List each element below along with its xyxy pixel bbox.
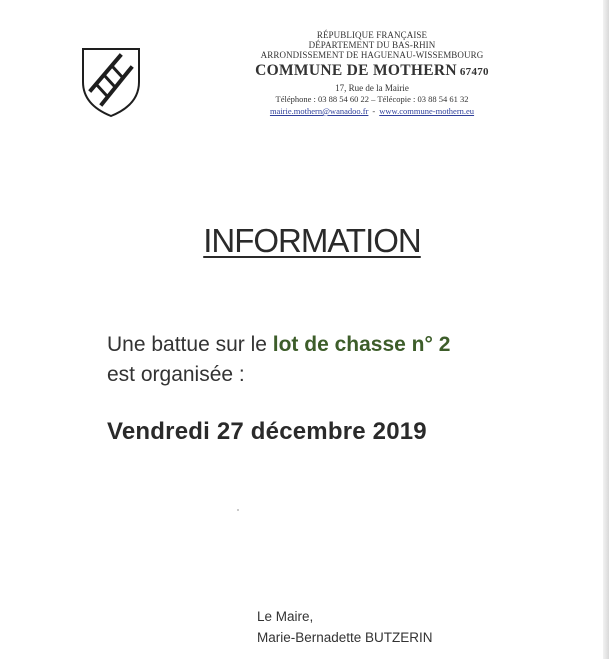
republic-line: RÉPUBLIQUE FRANÇAISE [316,30,428,40]
arrondissement-line: ARRONDISSEMENT DE HAGUENAU-WISSEMBOURG [260,50,484,60]
address-line: 17, Rue de la Mairie [335,83,409,93]
commune-name [222,61,522,82]
phone-fax-line: Téléphone : 03 88 54 60 22 – Télécopie : 03 88 54 61 32 [275,94,469,104]
announcement-line-2: est organisée : [107,363,245,386]
contacts-separator: - [372,106,376,116]
postal-code: 67470 [459,66,489,78]
contacts-line [222,106,522,117]
hunting-lot-highlight: lot de chasse n° 2 [272,333,451,356]
scan-speck [237,509,239,511]
event-date: Vendredi 27 décembre 2019 [107,418,427,445]
signature-name: Marie-Bernadette BUTZERIN [257,630,433,645]
ladder-coat-of-arms-icon [80,46,142,118]
signature-block [257,606,433,648]
email-link[interactable]: mairie.mothern@wanadoo.fr [269,106,369,116]
announcement-line-1 [107,330,450,360]
page-edge-shadow [603,0,609,659]
announcement-text [107,330,450,390]
announcement-prefix: Une battue sur le [107,333,273,356]
commune-name-text: COMMUNE DE MOTHERN [255,62,457,79]
notice-title: INFORMATION [203,222,421,259]
letterhead [222,30,522,117]
website-link[interactable]: www.commune-mothern.eu [379,106,475,116]
signature-role: Le Maire, [257,609,314,624]
department-line: DÉPARTEMENT DU BAS-RHIN [308,40,436,50]
